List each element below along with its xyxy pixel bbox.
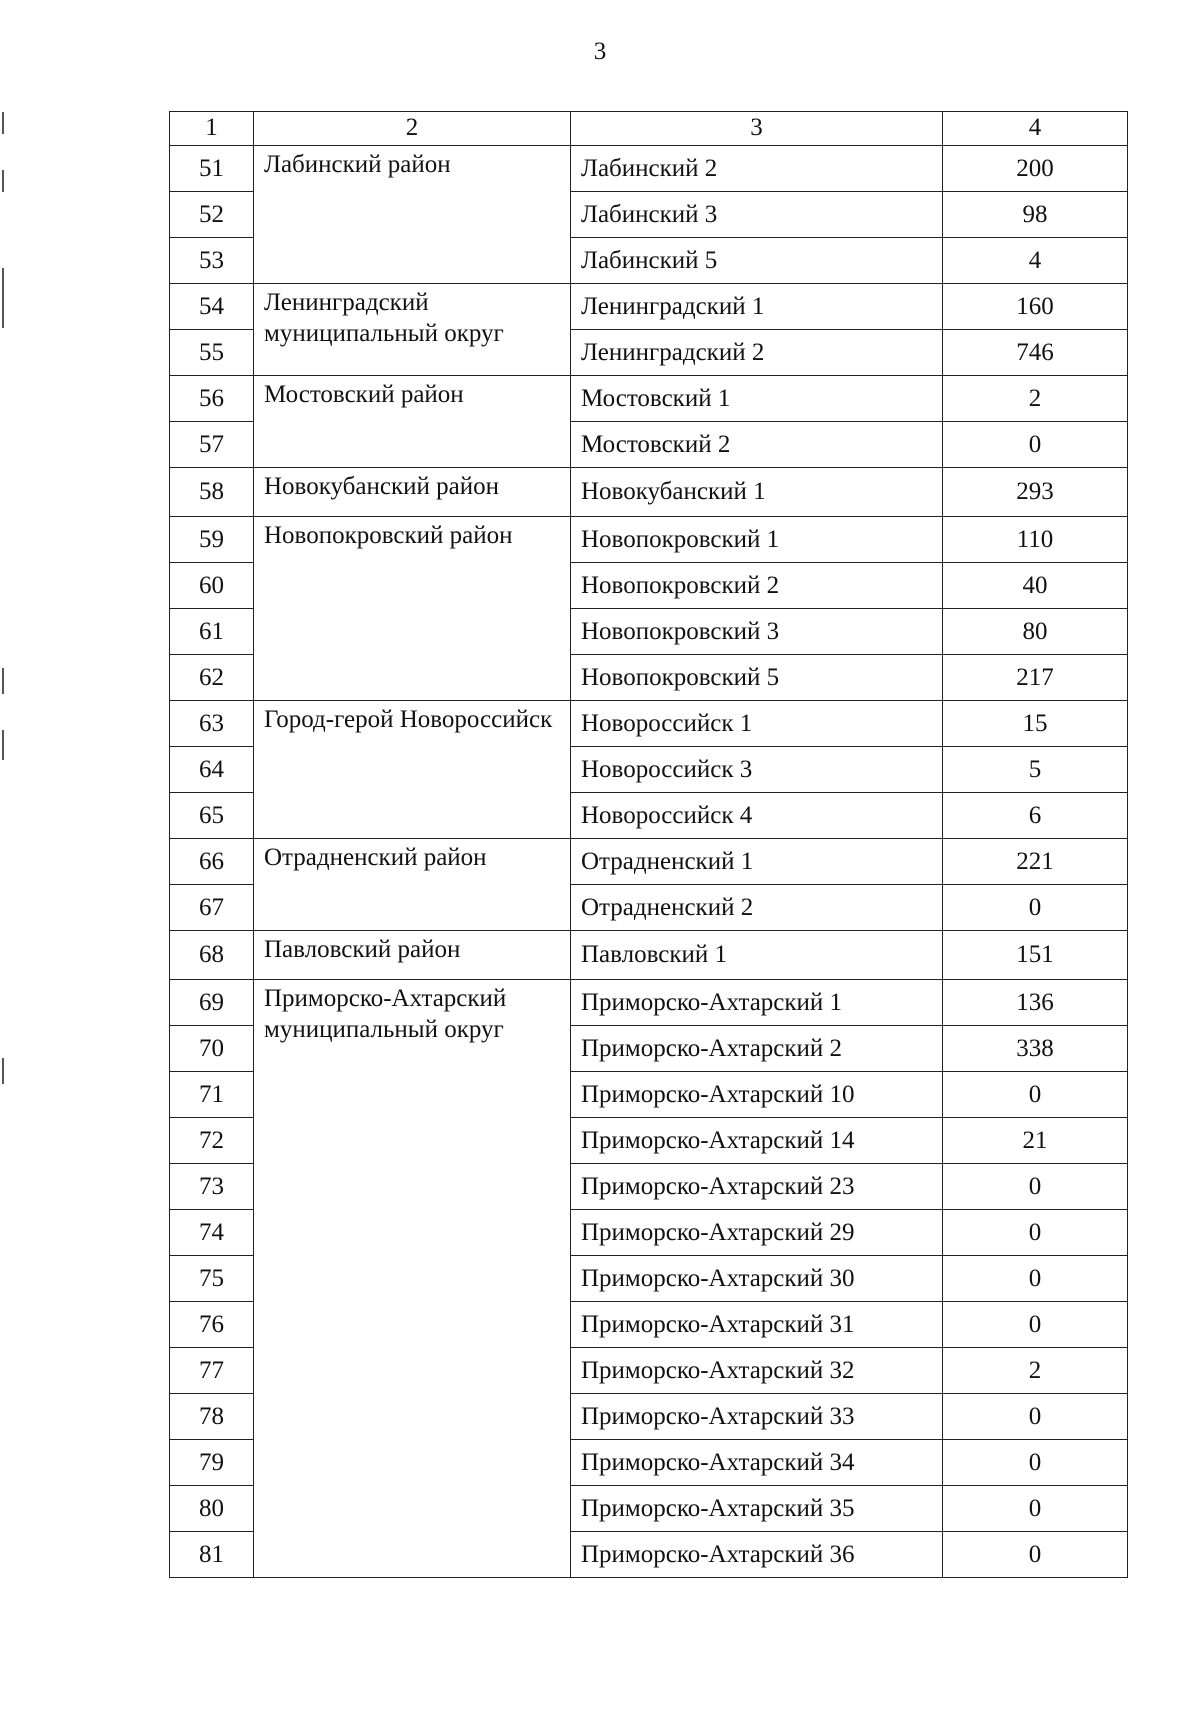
row-number-cell: 76 xyxy=(170,1302,254,1348)
scan-edge-mark xyxy=(2,112,4,134)
settlement-name-cell: Приморско-Ахтарский 35 xyxy=(571,1486,943,1532)
district-cell: Город-герой Новороссийск xyxy=(254,701,571,839)
table-row xyxy=(170,468,1128,517)
value-cell: 80 xyxy=(943,609,1128,655)
value-cell: 2 xyxy=(943,376,1128,422)
scan-edge-mark xyxy=(2,730,4,760)
table-row xyxy=(170,931,1128,980)
value-cell: 5 xyxy=(943,747,1128,793)
row-number-cell: 68 xyxy=(170,931,254,980)
scan-edge-mark xyxy=(2,170,4,192)
district-cell: Павловский район xyxy=(254,931,571,980)
table-row xyxy=(170,146,1128,192)
settlement-name-cell: Приморско-Ахтарский 36 xyxy=(571,1532,943,1578)
value-cell: 110 xyxy=(943,517,1128,563)
row-number-cell: 80 xyxy=(170,1486,254,1532)
value-cell: 0 xyxy=(943,1394,1128,1440)
row-number-cell: 72 xyxy=(170,1118,254,1164)
row-number-cell: 61 xyxy=(170,609,254,655)
scan-edge-mark xyxy=(2,668,4,694)
value-cell: 0 xyxy=(943,422,1128,468)
table-row xyxy=(170,284,1128,330)
table-row xyxy=(170,376,1128,422)
scan-edge-mark xyxy=(2,1058,4,1084)
district-cell: Приморско-Ахтарский муниципальный округ xyxy=(254,980,571,1578)
row-number-cell: 81 xyxy=(170,1532,254,1578)
row-number-cell: 66 xyxy=(170,839,254,885)
value-cell: 0 xyxy=(943,1486,1128,1532)
settlement-name-cell: Отрадненский 1 xyxy=(571,839,943,885)
settlement-name-cell: Мостовский 1 xyxy=(571,376,943,422)
value-cell: 0 xyxy=(943,1210,1128,1256)
settlement-name-cell: Лабинский 3 xyxy=(571,192,943,238)
row-number-cell: 64 xyxy=(170,747,254,793)
value-cell: 338 xyxy=(943,1026,1128,1072)
settlement-name-cell: Новопокровский 2 xyxy=(571,563,943,609)
row-number-cell: 75 xyxy=(170,1256,254,1302)
settlement-name-cell: Приморско-Ахтарский 2 xyxy=(571,1026,943,1072)
row-number-cell: 60 xyxy=(170,563,254,609)
district-cell: Ленинградский муниципальный округ xyxy=(254,284,571,376)
value-cell: 98 xyxy=(943,192,1128,238)
data-table xyxy=(169,111,1128,1578)
row-number-cell: 59 xyxy=(170,517,254,563)
row-number-cell: 62 xyxy=(170,655,254,701)
row-number-cell: 52 xyxy=(170,192,254,238)
value-cell: 0 xyxy=(943,1532,1128,1578)
row-number-cell: 69 xyxy=(170,980,254,1026)
settlement-name-cell: Приморско-Ахтарский 34 xyxy=(571,1440,943,1486)
district-cell: Новокубанский район xyxy=(254,468,571,517)
row-number-cell: 65 xyxy=(170,793,254,839)
value-cell: 217 xyxy=(943,655,1128,701)
settlement-name-cell: Новороссийск 1 xyxy=(571,701,943,747)
table-row xyxy=(170,980,1128,1026)
value-cell: 746 xyxy=(943,330,1128,376)
settlement-name-cell: Приморско-Ахтарский 30 xyxy=(571,1256,943,1302)
row-number-cell: 53 xyxy=(170,238,254,284)
value-cell: 293 xyxy=(943,468,1128,517)
row-number-cell: 67 xyxy=(170,885,254,931)
settlement-name-cell: Новопокровский 5 xyxy=(571,655,943,701)
row-number-cell: 58 xyxy=(170,468,254,517)
value-cell: 0 xyxy=(943,1256,1128,1302)
value-cell: 160 xyxy=(943,284,1128,330)
header-cell: 1 xyxy=(170,112,254,146)
settlement-name-cell: Отрадненский 2 xyxy=(571,885,943,931)
settlement-name-cell: Ленинградский 2 xyxy=(571,330,943,376)
settlement-name-cell: Приморско-Ахтарский 14 xyxy=(571,1118,943,1164)
value-cell: 0 xyxy=(943,1072,1128,1118)
settlement-name-cell: Новокубанский 1 xyxy=(571,468,943,517)
value-cell: 0 xyxy=(943,1440,1128,1486)
settlement-name-cell: Лабинский 2 xyxy=(571,146,943,192)
row-number-cell: 73 xyxy=(170,1164,254,1210)
district-cell: Мостовский район xyxy=(254,376,571,468)
row-number-cell: 54 xyxy=(170,284,254,330)
value-cell: 136 xyxy=(943,980,1128,1026)
district-cell: Отрадненский район xyxy=(254,839,571,931)
row-number-cell: 70 xyxy=(170,1026,254,1072)
settlement-name-cell: Новопокровский 3 xyxy=(571,609,943,655)
row-number-cell: 51 xyxy=(170,146,254,192)
scan-edge-mark xyxy=(2,268,4,328)
value-cell: 6 xyxy=(943,793,1128,839)
header-cell: 2 xyxy=(254,112,571,146)
header-cell: 3 xyxy=(571,112,943,146)
row-number-cell: 74 xyxy=(170,1210,254,1256)
value-cell: 15 xyxy=(943,701,1128,747)
row-number-cell: 78 xyxy=(170,1394,254,1440)
row-number-cell: 79 xyxy=(170,1440,254,1486)
row-number-cell: 57 xyxy=(170,422,254,468)
settlement-name-cell: Ленинградский 1 xyxy=(571,284,943,330)
value-cell: 221 xyxy=(943,839,1128,885)
settlement-name-cell: Приморско-Ахтарский 31 xyxy=(571,1302,943,1348)
row-number-cell: 55 xyxy=(170,330,254,376)
settlement-name-cell: Новороссийск 4 xyxy=(571,793,943,839)
settlement-name-cell: Приморско-Ахтарский 1 xyxy=(571,980,943,1026)
value-cell: 0 xyxy=(943,1302,1128,1348)
settlement-name-cell: Приморско-Ахтарский 33 xyxy=(571,1394,943,1440)
value-cell: 40 xyxy=(943,563,1128,609)
district-cell: Новопокровский район xyxy=(254,517,571,701)
table-header-row xyxy=(170,112,1128,146)
row-number-cell: 77 xyxy=(170,1348,254,1394)
header-cell: 4 xyxy=(943,112,1128,146)
table-row xyxy=(170,701,1128,747)
table-row xyxy=(170,839,1128,885)
settlement-name-cell: Приморско-Ахтарский 32 xyxy=(571,1348,943,1394)
settlement-name-cell: Приморско-Ахтарский 10 xyxy=(571,1072,943,1118)
district-cell: Лабинский район xyxy=(254,146,571,284)
settlement-name-cell: Новопокровский 1 xyxy=(571,517,943,563)
settlement-name-cell: Приморско-Ахтарский 29 xyxy=(571,1210,943,1256)
value-cell: 21 xyxy=(943,1118,1128,1164)
row-number-cell: 71 xyxy=(170,1072,254,1118)
value-cell: 200 xyxy=(943,146,1128,192)
settlement-name-cell: Павловский 1 xyxy=(571,931,943,980)
table-row xyxy=(170,517,1128,563)
value-cell: 151 xyxy=(943,931,1128,980)
settlement-name-cell: Мостовский 2 xyxy=(571,422,943,468)
row-number-cell: 56 xyxy=(170,376,254,422)
value-cell: 4 xyxy=(943,238,1128,284)
value-cell: 2 xyxy=(943,1348,1128,1394)
page-number: 3 xyxy=(593,38,607,65)
table-body xyxy=(170,112,1128,1578)
value-cell: 0 xyxy=(943,885,1128,931)
settlement-name-cell: Лабинский 5 xyxy=(571,238,943,284)
row-number-cell: 63 xyxy=(170,701,254,747)
settlement-name-cell: Приморско-Ахтарский 23 xyxy=(571,1164,943,1210)
value-cell: 0 xyxy=(943,1164,1128,1210)
settlement-name-cell: Новороссийск 3 xyxy=(571,747,943,793)
